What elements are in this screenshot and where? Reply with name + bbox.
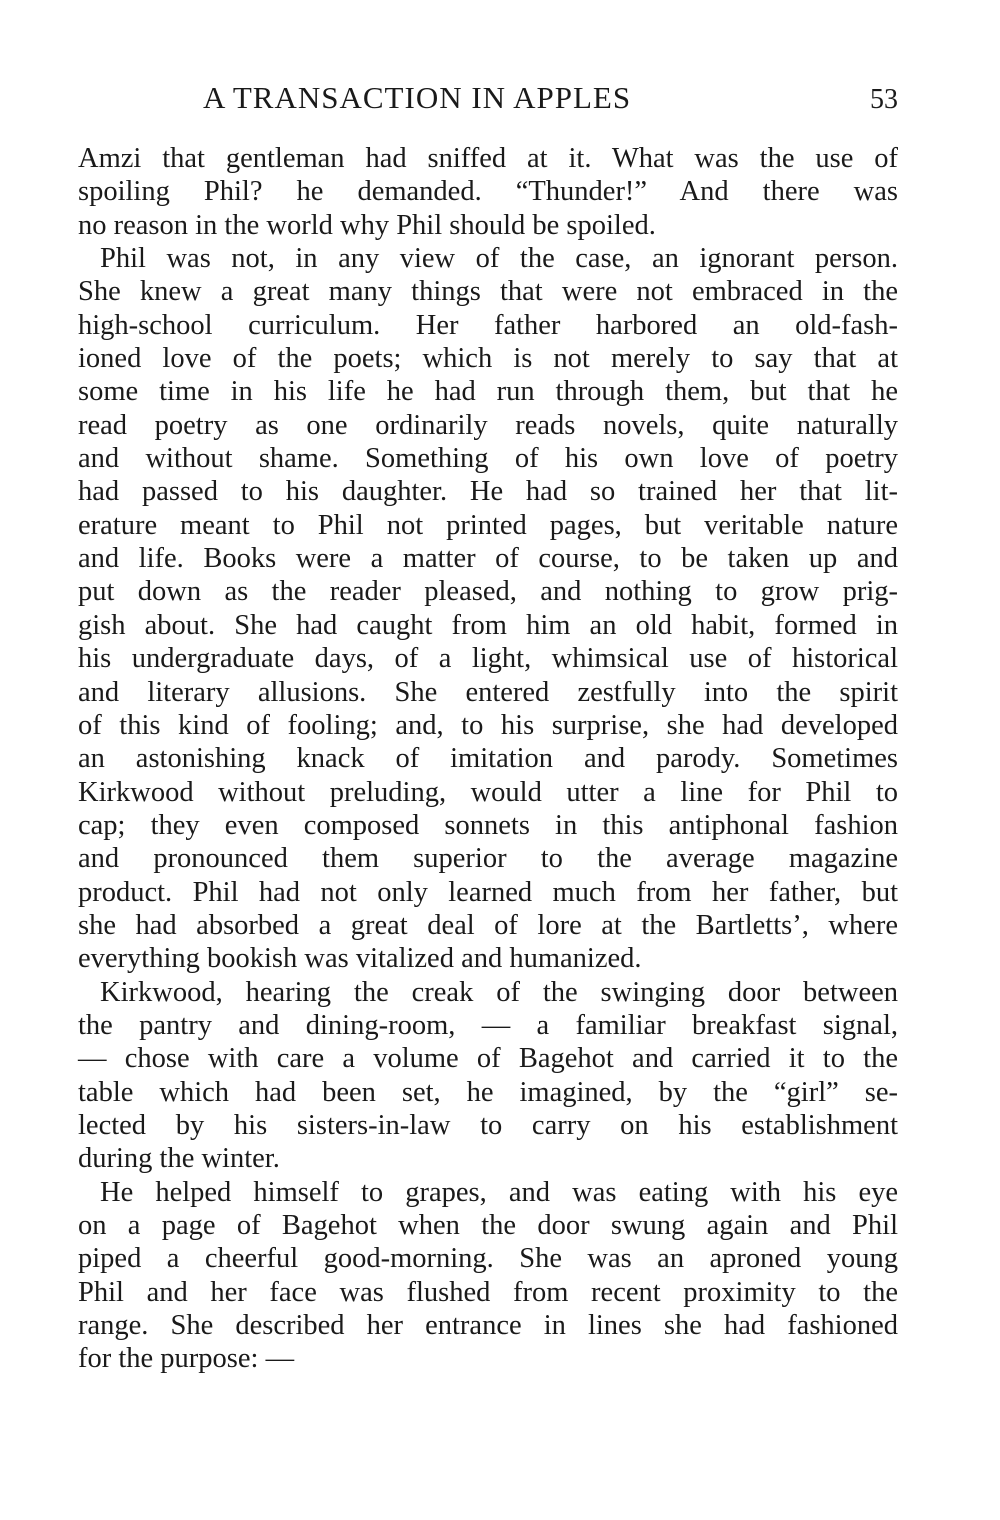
text-line: some time in his life he had run through them, but that he <box>78 376 898 408</box>
text-line: lected by his sisters-in-law to carry on his establishment <box>78 1109 898 1141</box>
text-line: an astonishing knack of imitation and parody. Sometimes <box>78 743 898 775</box>
text-line: She knew a great many things that were not embraced in the <box>78 276 898 308</box>
text-line: range. She described her entrance in lines she had fashioned <box>78 1310 898 1342</box>
text-line: his undergraduate days, of a light, whimsical use of historical <box>78 643 898 675</box>
text-line: table which had been set, he imagined, by the “girl” se- <box>78 1076 898 1108</box>
paragraph <box>78 242 898 976</box>
text-line: spoiling Phil? he demanded. “Thunder!” And there was <box>78 176 898 208</box>
text-line: piped a cheerful good-morning. She was an aproned young <box>78 1243 898 1275</box>
page-number: 53 <box>870 84 898 115</box>
text-line: erature meant to Phil not printed pages, but veritable nature <box>78 509 898 541</box>
text-line: — chose with care a volume of Bagehot and carried it to the <box>78 1043 898 1075</box>
text-line: Phil was not, in any view of the case, an ignorant person. <box>100 243 898 275</box>
text-line: high-school curriculum. Her father harbored an old-fash- <box>78 309 898 341</box>
text-line: Kirkwood without preluding, would utter a line for Phil to <box>78 776 898 808</box>
text-line: no reason in the world why Phil should be spoiled. <box>78 209 656 241</box>
text-line: and life. Books were a matter of course, to be taken up and <box>78 543 898 575</box>
running-header <box>78 80 898 120</box>
text-line: everything bookish was vitalized and humanized. <box>78 943 642 975</box>
text-line: the pantry and dining-room, — a familiar breakfast signal, <box>78 1009 898 1041</box>
body-text <box>78 142 898 1376</box>
text-line: Kirkwood, hearing the creak of the swinging door between <box>100 976 898 1008</box>
text-line: Phil and her face was flushed from recent proximity to the <box>78 1276 898 1308</box>
text-line: during the winter. <box>78 1143 280 1175</box>
paragraph <box>78 1176 898 1376</box>
paragraph <box>78 142 898 242</box>
text-line: read poetry as one ordinarily reads novels, quite naturally <box>78 409 898 441</box>
text-line: she had absorbed a great deal of lore at the Bartletts’, where <box>78 909 898 941</box>
paragraph <box>78 976 898 1176</box>
text-line: of this kind of fooling; and, to his surprise, she had developed <box>78 709 898 741</box>
text-line: on a page of Bagehot when the door swung again and Phil <box>78 1210 898 1241</box>
text-line: and literary allusions. She entered zestfully into the spirit <box>78 676 898 708</box>
running-title: A TRANSACTION IN APPLES <box>203 80 632 115</box>
text-line: ioned love of the poets; which is not merely to say that at <box>78 343 898 375</box>
text-line: and without shame. Something of his own love of poetry <box>78 443 898 475</box>
text-line: put down as the reader pleased, and nothing to grow prig- <box>78 576 898 608</box>
text-line: and pronounced them superior to the average magazine <box>78 843 898 875</box>
text-line: He helped himself to grapes, and was eating with his eye <box>100 1176 898 1208</box>
text-line: Amzi that gentleman had sniffed at it. What was the use of <box>78 143 898 174</box>
text-line: cap; they even composed sonnets in this antiphonal fashion <box>78 809 898 841</box>
text-line: gish about. She had caught from him an old habit, formed in <box>78 609 898 641</box>
text-line: had passed to his daughter. He had so trained her that lit- <box>78 476 898 508</box>
text-line: product. Phil had not only learned much from her father, but <box>78 876 898 908</box>
text-line: for the purpose: — <box>78 1343 295 1375</box>
